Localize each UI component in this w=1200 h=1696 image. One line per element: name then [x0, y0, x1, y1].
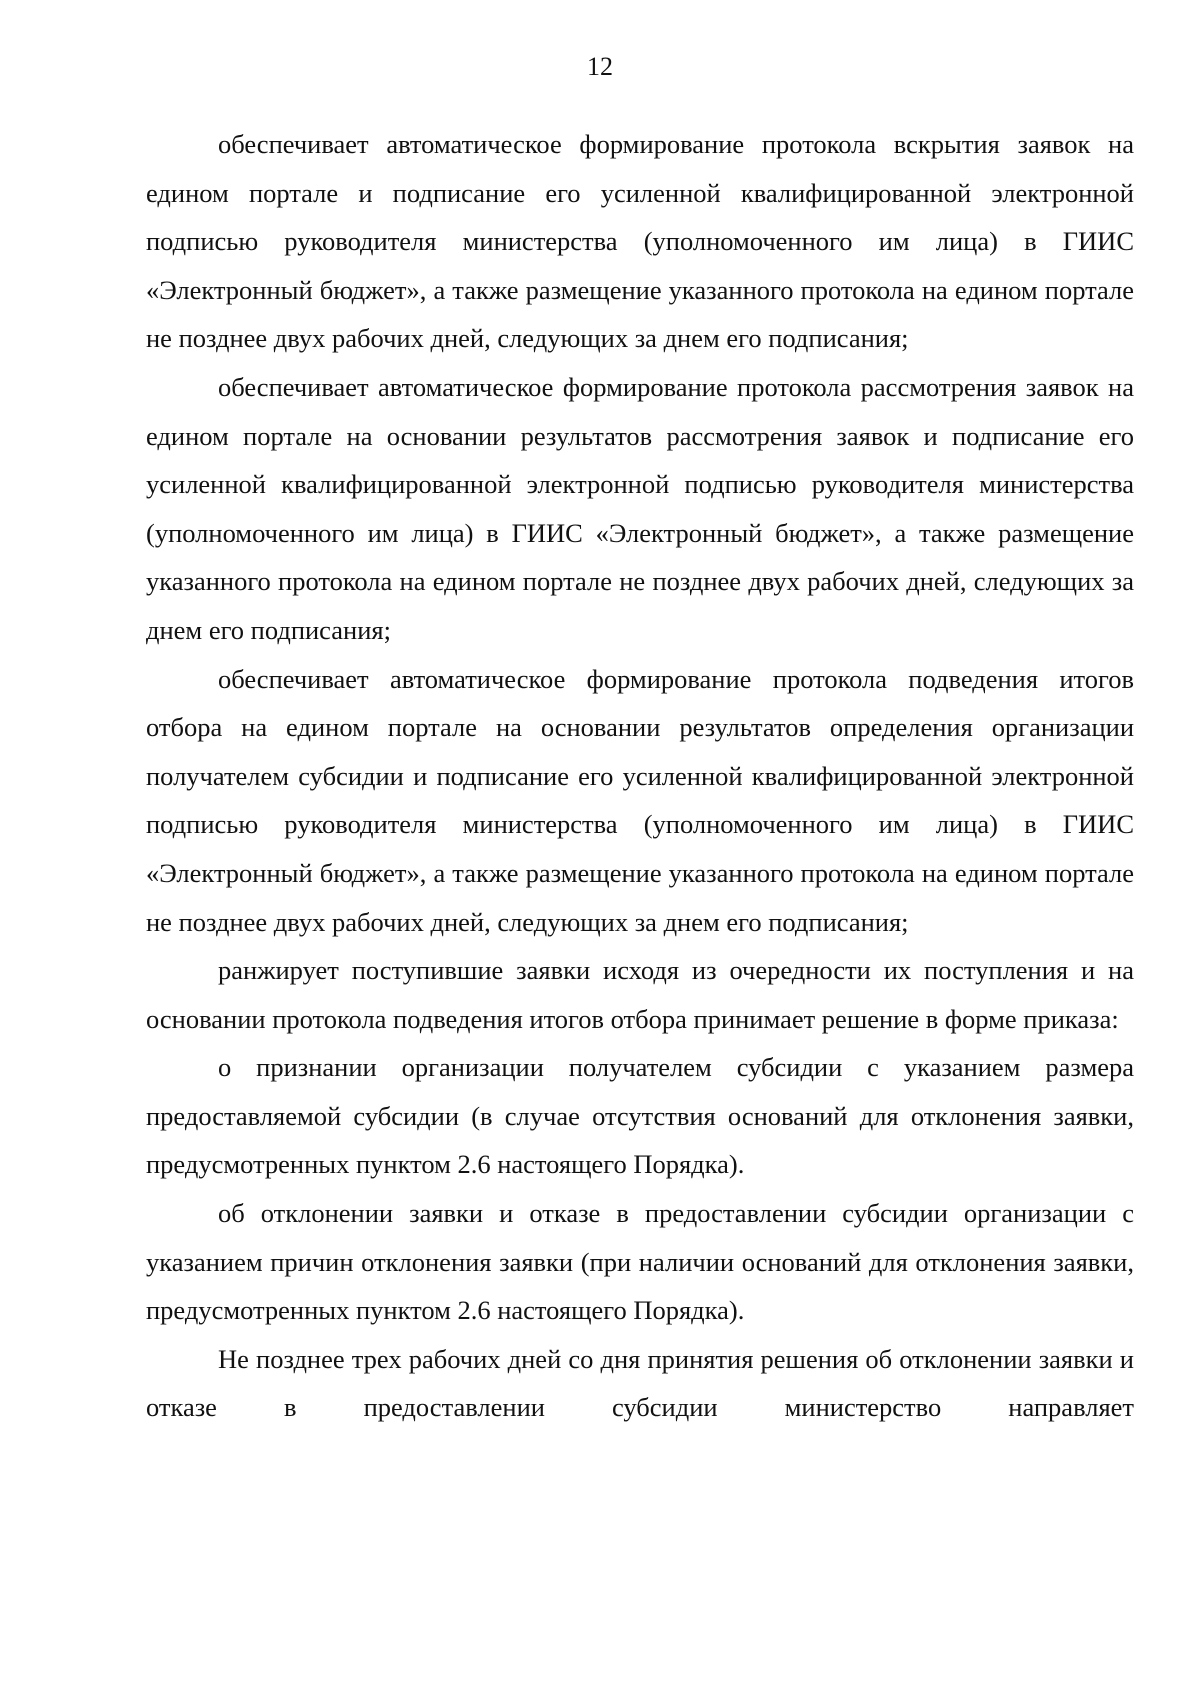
paragraph-opening-protocol: обеспечивает автоматическое формирование протокола вскрытия заявок на едином портале и подписание его усиленной квалифицированной электронной подписью руководителя министерства (уполномоченного им лица) в ГИИС «Электронный бюджет», а также размещение указанного протокола на едином портале не позднее двух рабочих дней, следующих за днем его подписания;	[146, 129, 1134, 354]
paragraph-review-protocol: обеспечивает автоматическое формирование протокола рассмотрения заявок на едином портале на основании результатов рассмотрения заявок и подписание его усиленной квалифицированной электронной подписью руководителя министерства (уполномоченного им лица) в ГИИС «Электронный бюджет», а также размещение указанного протокола на едином портале не позднее двух рабочих дней, следующих за днем его подписания;	[146, 371, 1134, 645]
document-body	[146, 120, 1134, 1432]
page-number: 12	[587, 52, 613, 81]
paragraph-ranking: ранжирует поступившие заявки исходя из очередности их поступления и на основании протокола подведения итогов отбора принимает решение в форме приказа:	[146, 955, 1134, 1034]
paragraph-rejection: об отклонении заявки и отказе в предоставлении субсидии организации с указанием причин отклонения заявки (при наличии оснований для отклонения заявки, предусмотренных пунктом 2.6 настоящего Порядка).	[146, 1198, 1134, 1326]
paragraph-recognition: о признании организации получателем субсидии с указанием размера предоставляемой субсидии (в случае отсутствия оснований для отклонения заявки, предусмотренных пунктом 2.6 настоящего Порядка).	[146, 1052, 1134, 1180]
paragraph-summary-protocol: обеспечивает автоматическое формирование протокола подведения итогов отбора на едином портале на основании результатов определения организации получателем субсидии и подписание его усиленной квалифицированной электронной подписью руководителя министерства (уполномоченного им лица) в ГИИС «Электронный бюджет», а также размещение указанного протокола на едином портале не позднее двух рабочих дней, следующих за днем его подписания;	[146, 663, 1134, 937]
paragraph-notification: Не позднее трех рабочих дней со дня принятия решения об отклонении заявки и отказе в предоставлении субсидии министерство направляет	[146, 1343, 1134, 1423]
